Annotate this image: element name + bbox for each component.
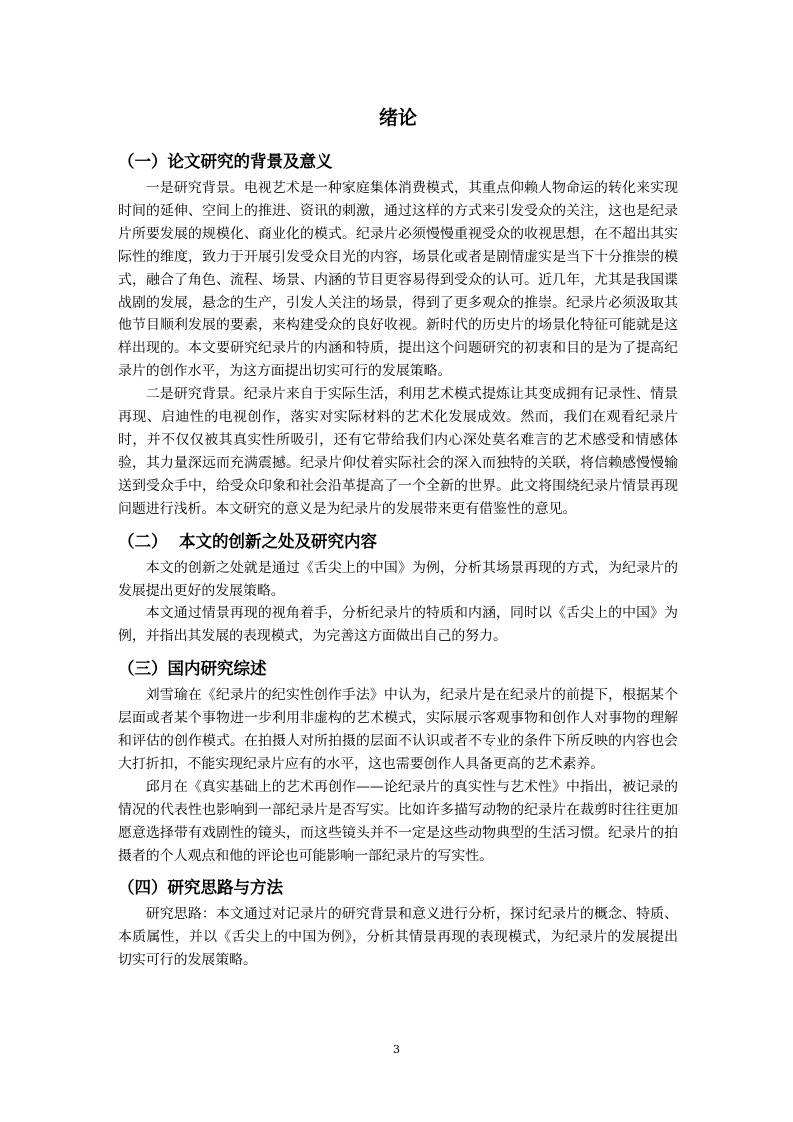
section-heading: （一）论文研究的背景及意义 [118,152,333,171]
section-background [118,147,678,521]
paragraph: 研究思路：本文通过对记录片的研究背景和意义进行分析，探讨纪录片的概念、特质、本质属性，并以《舌尖上的中国为例》，分析其情景再现的表现模式，为纪录片的发展提出切实可行的发展策略。 [118,906,678,969]
page-content [118,103,678,978]
section-heading: （四）研究思路与方法 [118,878,283,898]
paragraph: 邱月在《真实基础上的艺术再创作——论纪录片的真实性与艺术性》中指出，被记录的情况的代表性也影响到一部纪录片是否写实。比如许多描写动物的纪录片在裁剪时往往更加愿意选择带有戏剧性的镜头，而这些镜头并不一定是这些动物典型的生活习惯。纪录片的拍摄者的个人观点和他的评论也可能影响一部纪录片的写实性。 [118,778,678,864]
section-innovation [118,527,678,649]
paragraph: 二是研究背景。纪录片来自于实际生活，利用艺术模式提炼让其变成拥有记录性、情景再现、启迪性的电视创作，落实对实际材料的艺术化发展成效。然而，我们在观看纪录片时，并不仅仅被其真实性所吸引，还有它带给我们内心深处莫名难言的艺术感受和情感体验，其力量深远而充满震撼。纪录片仰仗着实际社会的深入而独特的关联，将信赖感慢慢输送到受众手中，给受众印象和社会沿革提高了一个全新的世界。此文将围绕纪录片情景再现问题进行浅析。本文研究的意义是为纪录片的发展带来更有借鉴性的意见。 [118,386,678,517]
section-heading: （三）国内研究综述 [118,659,267,679]
section-literature-review [118,654,678,867]
paragraph: 一是研究背景。电视艺术是一种家庭集体消费模式，其重点仰赖人物命运的转化来实现时间的延伸、空间上的推进、资讯的刺激，通过这样的方式来引发受众的关注，这也是纪录片所要发展的规模化、商业化的模式。纪录片必须慢慢重视受众的收视思想，在不超出其实际性的维度，致力于开展引发受众目光的内容，场景化或者是剧情虚实是当下十分推崇的模式，融合了角色、流程、场景、内涵的节目更容易得到受众的认可。近几年，尤其是我国谍战剧的发展，悬念的生产，引发人关注的场景，得到了更多观众的推崇。纪录片必须汲取其他节目顺利发展的要素，来构建受众的良好收视。新时代的历史片的场景化特征可能就是这样出现的。本文要研究纪录片的内涵和特质，提出这个问题研究的初衷和目的是为了提高纪录片的创作水平，为这方面提出切实可行的发展策略。 [118,180,678,380]
page-title: 绪论 [378,107,417,129]
paragraph: 刘雪瑜在《纪录片的纪实性创作手法》中认为，纪录片是在纪录片的前提下，根据某个层面或者某个事物进一步利用非虚构的艺术模式，实际展示客观事物和创作人对事物的理解和评估的创作模式。在拍摄人对所拍摄的层面不认识或者不专业的条件下所反映的内容也会大打折扣，不能实现纪录片应有的水平，这也需要创作人具备更高的艺术素养。 [118,687,678,772]
section-methodology [118,873,678,972]
paragraph: 本文的创新之处就是通过《舌尖上的中国》为例，分析其场景再现的方式，为纪录片的发展提出更好的发展策略。 [118,559,678,599]
section-heading: （二） 本文的创新之处及研究内容 [118,531,377,551]
page-number: 3 [393,1043,400,1056]
paragraph: 本文通过情景再现的视角着手，分析纪录片的特质和内涵，同时以《舌尖上的中国》为例，并指出其发展的表现模式，为完善这方面做出自己的努力。 [118,605,678,645]
